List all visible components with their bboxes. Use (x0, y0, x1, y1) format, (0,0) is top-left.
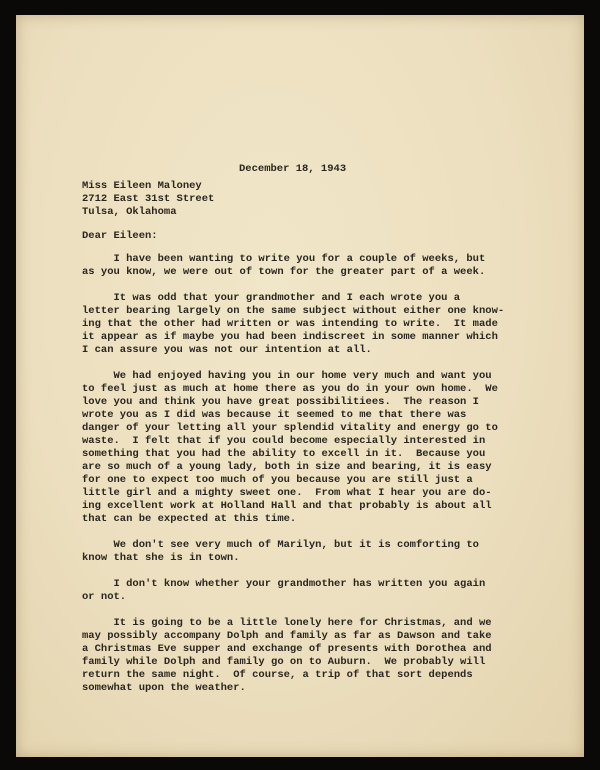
text-line: I have been wanting to write you for a couple of weeks, but (82, 253, 486, 265)
text-line: return the same night. Of course, a trip of that sort depends (82, 669, 473, 681)
text-line: wrote you as I did was because it seemed to me that there was (82, 409, 467, 421)
paragraph-2 (82, 292, 552, 357)
text-line: ing that the other had written or was intending to write. It made (82, 318, 498, 330)
text-line: to feel just as much at home there as you do in your own home. We (82, 383, 498, 395)
text-line: I don't know whether your grandmother has written you again (82, 578, 486, 590)
recipient-city: Tulsa, Oklahoma (82, 206, 177, 218)
paragraph-4 (82, 539, 552, 565)
salutation: Dear Eileen: (82, 230, 158, 242)
text-line: letter bearing largely on the same subject without either one know- (82, 305, 505, 317)
text-line: it appear as if maybe you had been indiscreet in some manner which (82, 331, 498, 343)
text-line: know that she is in town. (82, 552, 240, 564)
letter-date: December 18, 1943 (239, 163, 347, 175)
text-line: something that you had the ability to excell in it. Because you (82, 448, 486, 460)
paragraph-5 (82, 578, 552, 604)
text-line: or not. (82, 591, 127, 603)
recipient-street: 2712 East 31st Street (82, 193, 215, 205)
text-line: love you and think you have great possibilitiees. The reason I (82, 396, 479, 408)
recipient-name: Miss Eileen Maloney (82, 180, 202, 192)
text-line: We had enjoyed having you in our home very much and want you (82, 370, 492, 382)
text-line: family while Dolph and family go on to Auburn. We probably will (82, 656, 486, 668)
text-line: little girl and a mighty sweet one. From what I hear you are do- (82, 487, 492, 499)
paragraph-1 (82, 253, 552, 279)
text-line: It is going to be a little lonely here for Christmas, and we (82, 617, 492, 629)
text-line: waste. I felt that if you could become especially interested in (82, 435, 486, 447)
text-line: as you know, we were out of town for the greater part of a week. (82, 266, 486, 278)
recipient-address (82, 180, 214, 219)
text-line: a Christmas Eve supper and exchange of presents with Dorothea and (82, 643, 492, 655)
letter-body (82, 253, 552, 708)
text-line: for one to expect too much of you because you are still just a (82, 474, 473, 486)
text-line: I can assure you was not our intention at all. (82, 344, 372, 356)
paragraph-6 (82, 617, 552, 695)
text-line: danger of your letting all your splendid vitality and energy go to (82, 422, 498, 434)
typed-letter (16, 15, 584, 757)
paragraph-3 (82, 370, 552, 526)
text-line: that can be expected at this time. (82, 513, 297, 525)
text-line: It was odd that your grandmother and I each wrote you a (82, 292, 461, 304)
letter-paper (16, 15, 584, 757)
text-line: somewhat upon the weather. (82, 682, 246, 694)
text-line: ing excellent work at Holland Hall and that probably is about all (82, 500, 492, 512)
text-line: We don't see very much of Marilyn, but it is comforting to (82, 539, 479, 551)
text-line: are so much of a young lady, both in size and bearing, it is easy (82, 461, 492, 473)
text-line: may possibly accompany Dolph and family as far as Dawson and take (82, 630, 492, 642)
